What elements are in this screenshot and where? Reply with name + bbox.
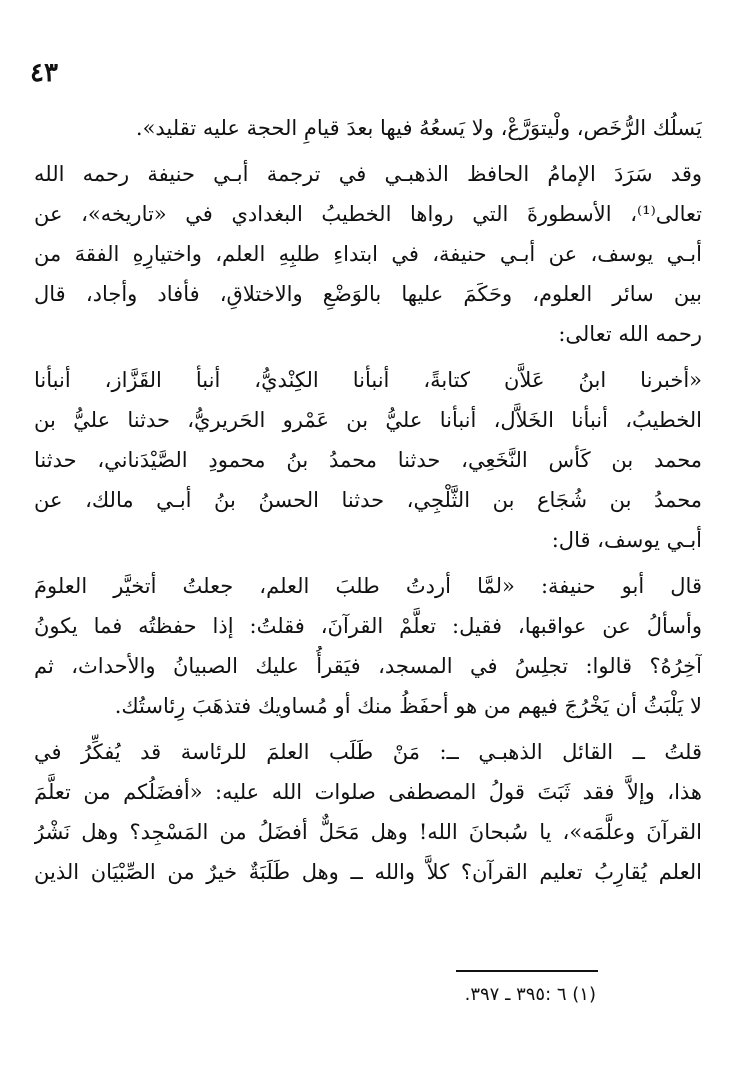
text-line: قال أبو حنيفة: «لمَّا أردتُ طلبَ العلم، جعلتُ أتخيَّر العلومَ [34, 574, 702, 598]
text-line: «أخبرنا ابنُ عَلاَّن كتابةً، أنبأنا الكِنْديُّ، أنبأ القَزَّاز، أنبأنا [34, 368, 702, 392]
text-line: وقد سَرَدَ الإمامُ الحافظ الذهبـي في ترجمة أبـي حنيفة رحمه الله [34, 162, 702, 186]
main-text [34, 108, 702, 892]
page-number: ٤٣ [30, 58, 58, 88]
text-line: قلتُ ــ القائل الذهبـي ــ: مَنْ طَلَب العلمَ للرئاسة قد يُفكِّرُ في [34, 740, 702, 764]
text-line: الخطيبُ، أنبأنا الخَلاَّل، أنبأنا عليُّ بن عَمْرو الحَريريُّ، حدثنا عليُّ بن [34, 408, 702, 432]
footnote: (١) ٦ :٣٩٥ ـ ٣٩٧. [464, 984, 596, 1005]
text-line: محمدُ بن شُجَاع بن الثَّلْجِي، حدثنا الحسنُ بنُ أبـي مالك، عن [34, 488, 702, 512]
text-line: آخِرُهُ؟ قالوا: تجلِسُ في المسجد، فيَقرأُ عليك الصبيانُ والأحداث، ثم [34, 654, 702, 678]
text-line: رحمه الله تعالى: [558, 322, 702, 346]
text-line: لا يَلْبَثُ أن يَخْرُجَ فيهم من هو أحفَظُ منك أو مُساويك فتذهَبَ رِئاستُك. [114, 694, 702, 718]
text-line: هذا، وإلاَّ فقد ثَبَتَ قولُ المصطفى صلوات الله عليه: «أفضَلُكم من تعلَّمَ [34, 780, 702, 804]
text-line: محمد بن كَأس النَّخَعِي، حدثنا محمدُ بنُ محمودِ الصَّيْدَناني، حدثنا [34, 448, 702, 472]
text-line: العلم يُقارِبُ تعليم القرآن؟ كلاَّ والله ــ وهل طَلَبَةٌ خيرٌ من الصِّبْيَان الذين [34, 860, 702, 884]
footnote-divider [456, 970, 598, 972]
text-line: أبـي يوسف، عن أبـي حنيفة، في ابتداءِ طلبِهِ العلم، واختيارِهِ الفقهَ من [34, 242, 702, 266]
text-line: بين سائر العلوم، وحَكَمَ عليها بالوَضْعِ والاختلاقِ، فأفاد وأجاد، قال [34, 282, 702, 306]
text-line: وأسألُ عن عواقبها، فقيل: تعلَّمْ القرآنَ، فقلتُ: إذا حفظتُه فما يكونُ [34, 614, 702, 638]
text-line: أبـي يوسف، قال: [551, 528, 702, 552]
text-line: القرآنَ وعلَّمَه»، يا سُبحانَ الله! وهل مَحَلٌّ أفضَلُ من المَسْجِد؟ وهل نَشْرُ [34, 820, 702, 844]
text-line: تعالى⁽¹⁾، الأسطورةَ التي رواها الخطيبُ البغدادي في «تاريخه»، عن [34, 202, 702, 226]
text-line: يَسلُك الرُّخَص، ولْيتوَرَّعْ، ولا يَسعُهُ فيها بعدَ قيامِ الحجة عليه تقليد». [135, 116, 702, 140]
